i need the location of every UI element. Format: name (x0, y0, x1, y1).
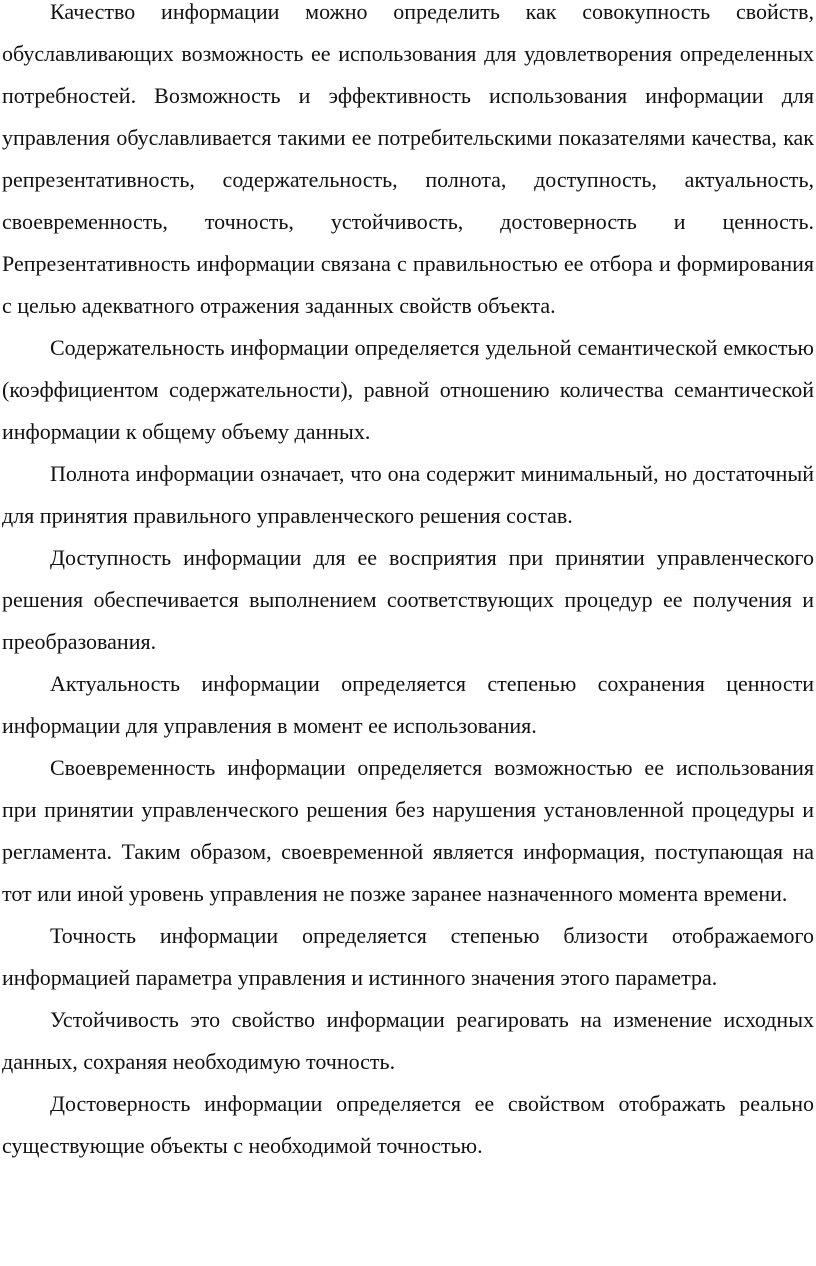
paragraph-accuracy: Точность информации определяется степенью близости отображаемого информацией параметра управления и истинного значения этого параметра. (2, 923, 814, 990)
paragraph-content-richness: Содержательность информации определяется удельной семантической емкостью (коэффициентом содержательности), равной отношению количества семантической информации к общему объему данных. (2, 335, 814, 444)
paragraph-accessibility: Доступность информации для ее восприятия при принятии управленческого решения обеспечивается выполнением соответствующих процедур ее получения и преобразования. (2, 545, 814, 654)
paragraph-completeness: Полнота информации означает, что она содержит минимальный, но достаточный для принятия правильного управленческого решения состав. (2, 461, 814, 528)
paragraph-reliability: Достоверность информации определяется ее свойством отображать реально существующие объекты с необходимой точностью. (2, 1091, 814, 1158)
paragraph-information-quality: Качество информации можно определить как совокупность свойств, обуславливающих возможность ее использования для удовлетворения определенных потребностей. Возможность и эффективность использования информации для управления обуславливается такими ее потребительскими показателями качества, как репрезентативность, содержательность, полнота, доступность, актуальность, своевременность, точность, устойчивость, достоверность и ценность. Репрезентативность информации связана с правильностью ее отбора и формирования с целью адекватного отражения заданных свойств объекта. (2, 0, 814, 318)
paragraph-stability: Устойчивость это свойство информации реагировать на изменение исходных данных, сохраняя необходимую точность. (2, 1007, 814, 1074)
paragraph-timeliness: Своевременность информации определяется возможностью ее использования при принятии управленческого решения без нарушения установленной процедуры и регламента. Таким образом, своевременной является информация, поступающая на тот или иной уровень управления не позже заранее назначенного момента времени. (2, 755, 814, 906)
paragraph-relevance: Актуальность информации определяется степенью сохранения ценности информации для управления в момент ее использования. (2, 671, 814, 738)
